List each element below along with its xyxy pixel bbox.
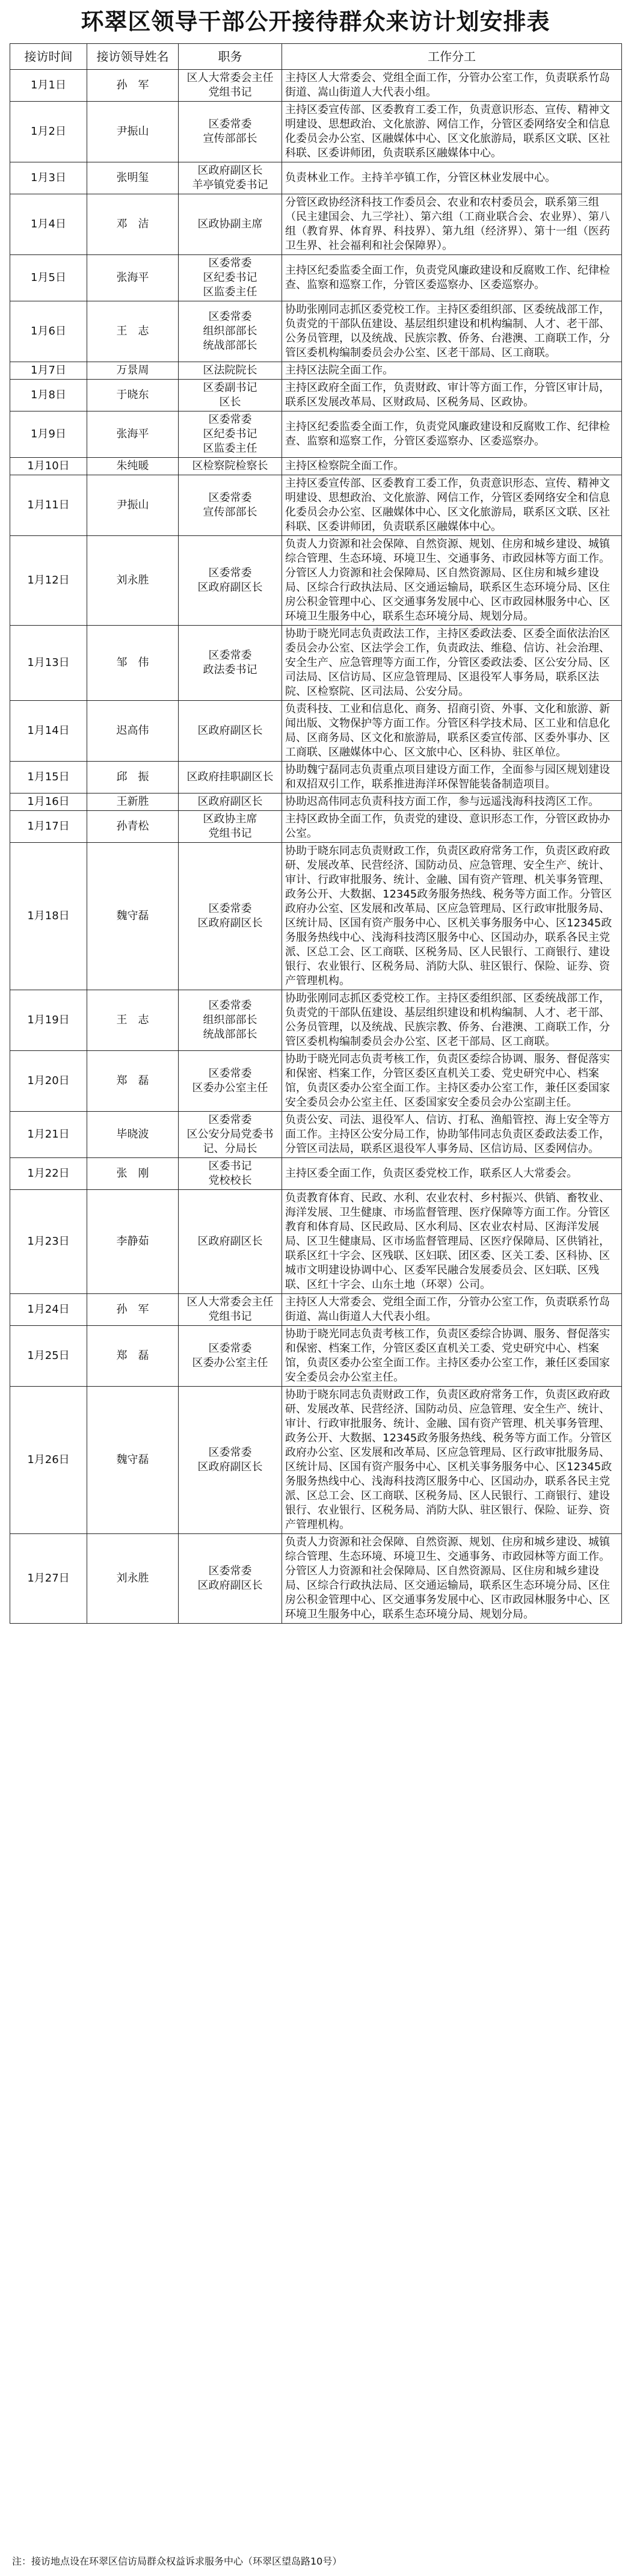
row-duties: 协助于晓东同志负责财政工作，负责区政府常务工作，负责区政府政研、发展改革、民营经济、国防动员、应急管理、安全生产、统计、审计、行政审批服务、统计、金融、国有资产管理、机关事务管理、政务公开、大数据、12345政务服务热线、税务等方面工作。分管区政府办公室、区发展和改革局、区应急管理局、区行政审批服务局、区统计局、区国有资产服务中心、区机关事务服务中心、区12345政务服务热线中心、浅海科技湾区服务中心、区国动办，联系各民主党派、区总工会、区工商联、区税务局、区人民银行、工商银行、建设银行、农业银行、区税务局、消防大队、驻区银行、保险、证券、资产管理机构。 bbox=[282, 1387, 622, 1534]
table-row bbox=[10, 70, 622, 102]
row-leader-name: 郑 磊 bbox=[87, 1326, 179, 1387]
row-date: 1月25日 bbox=[10, 1326, 87, 1387]
row-date: 1月10日 bbox=[10, 458, 87, 475]
row-duties: 协助于晓光同志负责考核工作，负责区委综合协调、服务、督促落实和保密、档案工作，分管区委区直机关工委、党史研究中心、档案馆，负责区委办公室全面工作。主持区委办公室工作，兼任区委国家安全委员会办公室主任。 bbox=[282, 1326, 622, 1387]
table-row bbox=[10, 301, 622, 362]
row-date: 1月24日 bbox=[10, 1294, 87, 1326]
row-leader-name: 邱 振 bbox=[87, 762, 179, 793]
row-duties: 主持区委宣传部、区委教育工委工作，负责意识形态、宣传、精神文明建设、思想政治、文化旅游、网信工作，分管区委网络安全和信息化委员会办公室、区融媒体中心、区文化旅游局，联系区文联、区社科联、区委讲师团，负责联系区融媒体中心。 bbox=[282, 475, 622, 536]
row-duties: 协助迟高伟同志负责科技方面工作，参与远遥浅海科技湾区工作。 bbox=[282, 793, 622, 811]
row-leader-name: 邓 洁 bbox=[87, 194, 179, 255]
row-date: 1月9日 bbox=[10, 411, 87, 458]
row-duties: 负责公安、司法、退役军人、信访、打私、渔船管控、海上安全等方面工作。主持区公安分局工作，协助邹伟同志负责区委政法委工作，分管区司法局，联系区退役军人事务局、区信访局、区委网信办。 bbox=[282, 1112, 622, 1158]
row-position: 区政府副区长 bbox=[179, 701, 282, 762]
table-body bbox=[10, 70, 622, 1624]
row-leader-name: 张 刚 bbox=[87, 1158, 179, 1190]
row-leader-name: 邹 伟 bbox=[87, 626, 179, 701]
table-header-row bbox=[10, 44, 622, 70]
row-date: 1月18日 bbox=[10, 843, 87, 990]
row-date: 1月13日 bbox=[10, 626, 87, 701]
row-date: 1月5日 bbox=[10, 255, 87, 301]
row-leader-name: 毕晓波 bbox=[87, 1112, 179, 1158]
row-leader-name: 孙 军 bbox=[87, 70, 179, 102]
row-position: 区政府挂职副区长 bbox=[179, 762, 282, 793]
schedule-table bbox=[10, 43, 622, 1624]
row-duties: 分管区政协经济科技工作委员会、农业和农村委员会，联系第三组（民主建国会、九三学社）、第六组（工商业联合会、农业界）、第八组（教育界、体育界、科技界）、第九组（经济界）、第十一组（医药卫生界、社会福利和社会保障界）。 bbox=[282, 194, 622, 255]
row-position: 区委常委 区政府副区长 bbox=[179, 536, 282, 626]
row-position: 区委常委 区政府副区长 bbox=[179, 843, 282, 990]
row-position: 区政府副区长 bbox=[179, 793, 282, 811]
row-position: 区政协主席 党组书记 bbox=[179, 811, 282, 843]
row-position: 区委常委 宣传部部长 bbox=[179, 475, 282, 536]
row-leader-name: 张海平 bbox=[87, 411, 179, 458]
row-leader-name: 张明玺 bbox=[87, 162, 179, 194]
row-duties: 协助魏宁磊同志负责重点项目建设方面工作，全面参与园区规划建设和双招双引工作，联系推进海洋环保智能装备制造项目。 bbox=[282, 762, 622, 793]
row-duties: 主持区委宣传部、区委教育工委工作，负责意识形态、宣传、精神文明建设、思想政治、文化旅游、网信工作，分管区委网络安全和信息化委员会办公室、区融媒体中心、区文化旅游局，联系区文联、区社科联、区委讲师团，负责联系区融媒体中心。 bbox=[282, 102, 622, 162]
table-row bbox=[10, 1158, 622, 1190]
row-duties: 协助张刚同志抓区委党校工作。主持区委组织部、区委统战部工作，负责党的干部队伍建设、基层组织建设和机构编制、人才、老干部、公务员管理，以及统战、民族宗教、侨务、台港澳、工商联工作，分管区委机构编制委员会办公室、区老干部局、区工商联。 bbox=[282, 301, 622, 362]
row-duties: 主持区法院全面工作。 bbox=[282, 362, 622, 380]
row-duties: 主持区检察院全面工作。 bbox=[282, 458, 622, 475]
header-date: 接访时间 bbox=[10, 44, 87, 70]
row-position: 区委常委 宣传部部长 bbox=[179, 102, 282, 162]
page-title: 环翠区领导干部公开接待群众来访计划安排表 bbox=[81, 8, 550, 35]
table-row bbox=[10, 990, 622, 1051]
row-position: 区委常委 组织部部长 统战部部长 bbox=[179, 990, 282, 1051]
row-leader-name: 万景周 bbox=[87, 362, 179, 380]
row-date: 1月4日 bbox=[10, 194, 87, 255]
row-leader-name: 尹振山 bbox=[87, 102, 179, 162]
row-leader-name: 刘永胜 bbox=[87, 536, 179, 626]
table-row bbox=[10, 1112, 622, 1158]
row-duties: 主持区人大常委会、党组全面工作，分管办公室工作，负责联系竹岛街道、嵩山街道人大代表小组。 bbox=[282, 1294, 622, 1326]
table-row bbox=[10, 793, 622, 811]
row-position: 区委常委 区纪委书记 区监委主任 bbox=[179, 255, 282, 301]
row-leader-name: 迟高伟 bbox=[87, 701, 179, 762]
row-position: 区委常委 区委办公室主任 bbox=[179, 1326, 282, 1387]
row-date: 1月7日 bbox=[10, 362, 87, 380]
table-row bbox=[10, 162, 622, 194]
row-position: 区委常委 区政府副区长 bbox=[179, 1387, 282, 1534]
row-date: 1月2日 bbox=[10, 102, 87, 162]
footnote: 注：接访地点设在环翠区信访局群众权益诉求服务中心（环翠区望岛路10号） bbox=[12, 2556, 342, 2567]
table-row bbox=[10, 1326, 622, 1387]
row-position: 区法院院长 bbox=[179, 362, 282, 380]
row-leader-name: 尹振山 bbox=[87, 475, 179, 536]
table-row bbox=[10, 380, 622, 411]
table-row bbox=[10, 762, 622, 793]
row-leader-name: 魏守磊 bbox=[87, 1387, 179, 1534]
row-duties: 主持区人大常委会、党组全面工作，分管办公室工作，负责联系竹岛街道、嵩山街道人大代表小组。 bbox=[282, 70, 622, 102]
row-duties: 负责人力资源和社会保障、自然资源、规划、住房和城乡建设、城镇综合管理、生态环境、环境卫生、交通事务、市政园林等方面工作。分管区人力资源和社会保障局、区自然资源局、区住房和城乡建设局、区综合行政执法局、区交通运输局，联系区生态环境分局、区住房公积金管理中心、区交通事务发展中心、区市政园林服务中心、区环境卫生服务中心，联系生态环境分局、规划分局。 bbox=[282, 536, 622, 626]
row-duties: 主持区政协全面工作，负责党的建设、意识形态工作，分管区政协办公室。 bbox=[282, 811, 622, 843]
row-date: 1月20日 bbox=[10, 1051, 87, 1112]
row-date: 1月22日 bbox=[10, 1158, 87, 1190]
header-leader: 接访领导姓名 bbox=[87, 44, 179, 70]
row-date: 1月15日 bbox=[10, 762, 87, 793]
row-duties: 协助张刚同志抓区委党校工作。主持区委组织部、区委统战部工作，负责党的干部队伍建设、基层组织建设和机构编制、人才、老干部、公务员管理，以及统战、民族宗教、侨务、台港澳、工商联工作，分管区委机构编制委员会办公室、区老干部局、区工商联。 bbox=[282, 990, 622, 1051]
row-leader-name: 孙青松 bbox=[87, 811, 179, 843]
row-position: 区委常委 组织部部长 统战部部长 bbox=[179, 301, 282, 362]
table-row bbox=[10, 1294, 622, 1326]
row-position: 区检察院检察长 bbox=[179, 458, 282, 475]
row-leader-name: 王 志 bbox=[87, 301, 179, 362]
row-date: 1月8日 bbox=[10, 380, 87, 411]
row-position: 区政府副区长 bbox=[179, 1190, 282, 1294]
row-date: 1月3日 bbox=[10, 162, 87, 194]
table-row bbox=[10, 1387, 622, 1534]
row-leader-name: 于晓东 bbox=[87, 380, 179, 411]
row-date: 1月14日 bbox=[10, 701, 87, 762]
table-row bbox=[10, 1534, 622, 1624]
row-position: 区委书记 党校校长 bbox=[179, 1158, 282, 1190]
table-row bbox=[10, 536, 622, 626]
table-row bbox=[10, 843, 622, 990]
table-row bbox=[10, 626, 622, 701]
table-row bbox=[10, 194, 622, 255]
header-duties: 工作分工 bbox=[282, 44, 622, 70]
row-date: 1月6日 bbox=[10, 301, 87, 362]
table-row bbox=[10, 458, 622, 475]
row-duties: 主持区纪委监委全面工作，负责党风廉政建设和反腐败工作、纪律检查、监察和巡察工作，分管区委巡察办、区委巡察办。 bbox=[282, 411, 622, 458]
row-date: 1月27日 bbox=[10, 1534, 87, 1624]
row-duties: 主持区委全面工作，负责区委党校工作，联系区人大常委会。 bbox=[282, 1158, 622, 1190]
table-row bbox=[10, 102, 622, 162]
row-leader-name: 魏守磊 bbox=[87, 843, 179, 990]
row-position: 区委副书记 区长 bbox=[179, 380, 282, 411]
row-position: 区委常委 区政府副区长 bbox=[179, 1534, 282, 1624]
row-duties: 负责人力资源和社会保障、自然资源、规划、住房和城乡建设、城镇综合管理、生态环境、环境卫生、交通事务、市政园林等方面工作。分管区人力资源和社会保障局、区自然资源局、区住房和城乡建设局、区综合行政执法局、区交通运输局，联系区生态环境分局、区住房公积金管理中心、区交通事务发展中心、区市政园林服务中心、区环境卫生服务中心，联系生态环境分局、规划分局。 bbox=[282, 1534, 622, 1624]
row-position: 区人大常委会主任 党组书记 bbox=[179, 1294, 282, 1326]
table-row bbox=[10, 362, 622, 380]
row-date: 1月26日 bbox=[10, 1387, 87, 1534]
row-date: 1月17日 bbox=[10, 811, 87, 843]
row-duties: 协助于晓光同志负责考核工作，负责区委综合协调、服务、督促落实和保密、档案工作，分管区委区直机关工委、党史研究中心、档案馆，负责区委办公室全面工作。主持区委办公室工作，兼任区委国家安全委员会办公室主任、区委国家安全委员会办公室副主任。 bbox=[282, 1051, 622, 1112]
row-date: 1月21日 bbox=[10, 1112, 87, 1158]
table-row bbox=[10, 1190, 622, 1294]
row-duties: 主持区纪委监委全面工作，负责党风廉政建设和反腐败工作、纪律检查、监察和巡察工作，分管区委巡察办、区委巡察办。 bbox=[282, 255, 622, 301]
row-duties: 主持区政府全面工作，负责财政、审计等方面工作，分管区审计局，联系区发展改革局、区财政局、区税务局、区政协。 bbox=[282, 380, 622, 411]
row-position: 区委常委 区纪委书记 区监委主任 bbox=[179, 411, 282, 458]
table-row bbox=[10, 255, 622, 301]
table-row bbox=[10, 475, 622, 536]
row-date: 1月19日 bbox=[10, 990, 87, 1051]
row-date: 1月11日 bbox=[10, 475, 87, 536]
row-date: 1月12日 bbox=[10, 536, 87, 626]
row-position: 区政协副主席 bbox=[179, 194, 282, 255]
row-date: 1月23日 bbox=[10, 1190, 87, 1294]
row-leader-name: 李静茹 bbox=[87, 1190, 179, 1294]
row-duties: 负责科技、工业和信息化、商务、招商引资、外事、文化和旅游、新闻出版、文物保护等方面工作。分管区科学技术局、区工业和信息化局、区商务局、区文化和旅游局，联系区委宣传部、区委外事办、区工商联、区融媒体中心、区文旅中心、区科协、驻区单位。 bbox=[282, 701, 622, 762]
row-date: 1月16日 bbox=[10, 793, 87, 811]
row-duties: 负责林业工作。主持羊亭镇工作，分管区林业发展中心。 bbox=[282, 162, 622, 194]
row-position: 区委常委 政法委书记 bbox=[179, 626, 282, 701]
row-leader-name: 王 志 bbox=[87, 990, 179, 1051]
row-position: 区政府副区长 羊亭镇党委书记 bbox=[179, 162, 282, 194]
row-leader-name: 郑 磊 bbox=[87, 1051, 179, 1112]
row-leader-name: 王新胜 bbox=[87, 793, 179, 811]
row-leader-name: 孙 军 bbox=[87, 1294, 179, 1326]
table-row bbox=[10, 411, 622, 458]
table-row bbox=[10, 701, 622, 762]
row-duties: 协助于晓光同志负责政法工作，主持区委政法委、区委全面依法治区委员会办公室、区法学会工作，负责政法、维稳、信访、社会治理、安全生产、应急管理等方面工作，分管区委政法委、区公安分局、区司法局、区信访局、区应急管理局、区退役军人事务局，联系区法院、区检察院、区司法局、公安分局。 bbox=[282, 626, 622, 701]
row-date: 1月1日 bbox=[10, 70, 87, 102]
row-leader-name: 朱纯暖 bbox=[87, 458, 179, 475]
row-position: 区委常委 区委办公室主任 bbox=[179, 1051, 282, 1112]
header-position: 职务 bbox=[179, 44, 282, 70]
row-duties: 负责教育体育、民政、水利、农业农村、乡村振兴、供销、畜牧业、海洋发展、卫生健康、市场监督管理、医疗保障等方面工作。分管区教育和体育局、区民政局、区水利局、区农业农村局、区海洋发展局、区卫生健康局、区市场监督管理局、区医疗保障局、区供销社，联系区红十字会、区残联、区妇联、团区委、区关工委、区科协、区城市文明建设协调中心、区委军民融合发展委员会、区妇联、区残联、区红十字会、山东土地（环翠）公司。 bbox=[282, 1190, 622, 1294]
row-leader-name: 张海平 bbox=[87, 255, 179, 301]
row-leader-name: 刘永胜 bbox=[87, 1534, 179, 1624]
table-row bbox=[10, 811, 622, 843]
row-duties: 协助于晓东同志负责财政工作，负责区政府常务工作，负责区政府政研、发展改革、民营经济、国防动员、应急管理、安全生产、统计、审计、行政审批服务、统计、金融、国有资产管理、机关事务管理、政务公开、大数据、12345政务服务热线、税务等方面工作。分管区政府办公室、区发展和改革局、区应急管理局、区行政审批服务局、区统计局、区国有资产服务中心、区机关事务服务中心、区12345政务服务热线中心、浅海科技湾区服务中心、区国动办，联系各民主党派、区总工会、区工商联、区税务局、区人民银行、工商银行、建设银行、农业银行、区税务局、消防大队、驻区银行、保险、证券、资产管理机构。 bbox=[282, 843, 622, 990]
row-position: 区委常委 区公安分局党委书记、分局长 bbox=[179, 1112, 282, 1158]
table-row bbox=[10, 1051, 622, 1112]
row-position: 区人大常委会主任 党组书记 bbox=[179, 70, 282, 102]
